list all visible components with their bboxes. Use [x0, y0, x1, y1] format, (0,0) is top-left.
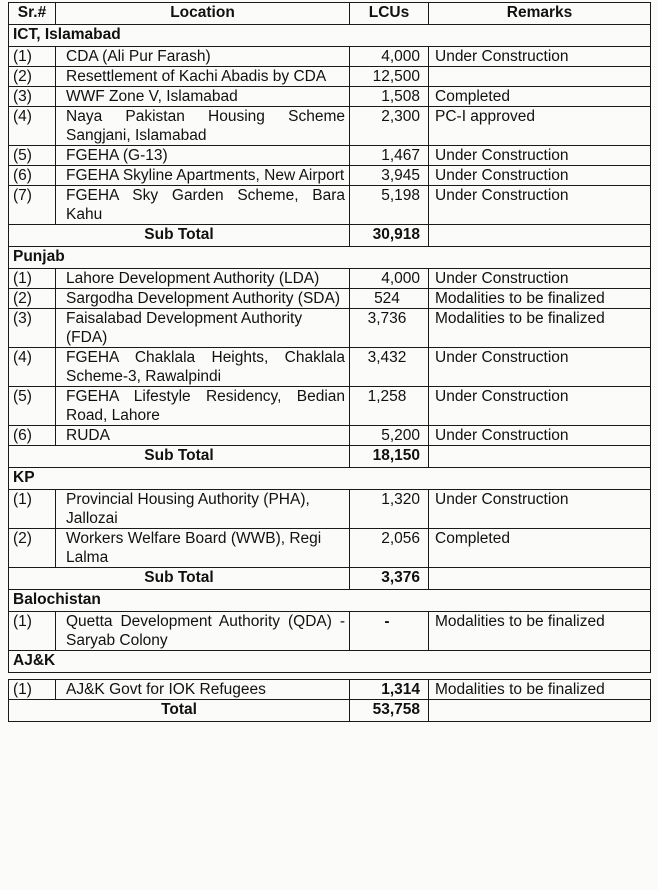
sr-cell: (2): [9, 289, 56, 309]
lcus-cell: 2,300: [350, 107, 429, 146]
table-row: [9, 186, 651, 225]
sr-cell: (6): [9, 166, 56, 186]
location-cell: AJ&K Govt for IOK Refugees: [56, 680, 350, 700]
table-row: [9, 289, 651, 309]
table-row: [9, 426, 651, 446]
spacer-cell: [9, 673, 651, 680]
table-row: [9, 269, 651, 289]
lcus-cell: 3,945: [350, 166, 429, 186]
remarks-cell: Under Construction: [429, 146, 651, 166]
empty-cell: [429, 568, 651, 590]
location-cell: FGEHA Sky Garden Scheme, Bara Kahu: [56, 186, 350, 225]
sr-cell: (4): [9, 107, 56, 146]
remarks-cell: Under Construction: [429, 166, 651, 186]
location-cell: Provincial Housing Authority (PHA), Jallozai: [56, 490, 350, 529]
table-row: [9, 612, 651, 651]
subtotal-label: Sub Total: [9, 225, 350, 247]
table-row: [9, 529, 651, 568]
table-row: [9, 87, 651, 107]
lcus-cell: 1,508: [350, 87, 429, 107]
remarks-cell: Modalities to be finalized: [429, 680, 651, 700]
table-header-row: [9, 3, 651, 25]
table-row: [9, 680, 651, 700]
lcus-cell: 5,200: [350, 426, 429, 446]
subtotal-label: Sub Total: [9, 446, 350, 468]
empty-cell: [429, 225, 651, 247]
header-remarks: Remarks: [429, 3, 651, 25]
lcus-cell: 3,736: [350, 309, 429, 348]
remarks-cell: Under Construction: [429, 387, 651, 426]
table-row: [9, 166, 651, 186]
table-row: [9, 309, 651, 348]
sr-cell: (5): [9, 146, 56, 166]
remarks-cell: Modalities to be finalized: [429, 612, 651, 651]
table-row: [9, 490, 651, 529]
lcus-cell: 1,258: [350, 387, 429, 426]
lcus-cell: 1,467: [350, 146, 429, 166]
section-title: AJ&K: [9, 651, 651, 673]
remarks-cell: Under Construction: [429, 47, 651, 67]
location-cell: FGEHA Skyline Apartments, New Airport: [56, 166, 350, 186]
subtotal-label: Sub Total: [9, 568, 350, 590]
sr-cell: (1): [9, 680, 56, 700]
empty-cell: [429, 700, 651, 722]
sr-cell: (4): [9, 348, 56, 387]
sr-cell: (1): [9, 612, 56, 651]
lcus-cell: 4,000: [350, 269, 429, 289]
empty-cell: [429, 446, 651, 468]
location-cell: FGEHA Chaklala Heights, Chaklala Scheme-3, Rawalpindi: [56, 348, 350, 387]
subtotal-value: 30,918: [350, 225, 429, 247]
location-cell: CDA (Ali Pur Farash): [56, 47, 350, 67]
remarks-cell: Under Construction: [429, 490, 651, 529]
subtotal-row: [9, 568, 651, 590]
table-row: [9, 107, 651, 146]
lcus-cell: 524: [350, 289, 429, 309]
section-row-punjab: [9, 247, 651, 269]
table-row: [9, 348, 651, 387]
location-cell: Quetta Development Authority (QDA) - Saryab Colony: [56, 612, 350, 651]
section-title: Balochistan: [9, 590, 651, 612]
sr-cell: (2): [9, 529, 56, 568]
lcus-cell: 1,320: [350, 490, 429, 529]
table-row: [9, 146, 651, 166]
header-location: Location: [56, 3, 350, 25]
subtotal-value: 3,376: [350, 568, 429, 590]
header-lcus: LCUs: [350, 3, 429, 25]
subtotal-row: [9, 446, 651, 468]
remarks-cell: Modalities to be finalized: [429, 309, 651, 348]
section-title: Punjab: [9, 247, 651, 269]
remarks-cell: Under Construction: [429, 348, 651, 387]
lcus-cell: 1,314: [350, 680, 429, 700]
sr-cell: (3): [9, 87, 56, 107]
subtotal-row: [9, 225, 651, 247]
remarks-cell: PC-I approved: [429, 107, 651, 146]
spacer-row: [9, 673, 651, 680]
location-cell: FGEHA (G-13): [56, 146, 350, 166]
table-row: [9, 67, 651, 87]
sr-cell: (1): [9, 47, 56, 67]
section-title: KP: [9, 468, 651, 490]
sr-cell: (2): [9, 67, 56, 87]
lcus-cell: 2,056: [350, 529, 429, 568]
location-cell: WWF Zone V, Islamabad: [56, 87, 350, 107]
sr-cell: (1): [9, 269, 56, 289]
table-body: [9, 25, 651, 722]
lcus-cell: 5,198: [350, 186, 429, 225]
section-row-ajk: [9, 651, 651, 673]
subtotal-value: 18,150: [350, 446, 429, 468]
remarks-cell: Under Construction: [429, 186, 651, 225]
table-row: [9, 387, 651, 426]
lcus-cell: -: [350, 612, 429, 651]
remarks-cell: Modalities to be finalized: [429, 289, 651, 309]
remarks-cell: Completed: [429, 87, 651, 107]
location-cell: Resettlement of Kachi Abadis by CDA: [56, 67, 350, 87]
sr-cell: (6): [9, 426, 56, 446]
remarks-cell: Under Construction: [429, 426, 651, 446]
remarks-cell: Under Construction: [429, 269, 651, 289]
total-value: 53,758: [350, 700, 429, 722]
location-cell: Faisalabad Development Authority (FDA): [56, 309, 350, 348]
location-cell: Naya Pakistan Housing Scheme Sangjani, Islamabad: [56, 107, 350, 146]
lcus-cell: 12,500: [350, 67, 429, 87]
total-label: Total: [9, 700, 350, 722]
sr-cell: (5): [9, 387, 56, 426]
location-cell: RUDA: [56, 426, 350, 446]
header-sr: Sr.#: [9, 3, 56, 25]
section-row-kp: [9, 468, 651, 490]
lcus-cell: 3,432: [350, 348, 429, 387]
section-title: ICT, Islamabad: [9, 25, 651, 47]
sr-cell: (7): [9, 186, 56, 225]
location-cell: Lahore Development Authority (LDA): [56, 269, 350, 289]
lcus-cell: 4,000: [350, 47, 429, 67]
total-row: [9, 700, 651, 722]
remarks-cell: Completed: [429, 529, 651, 568]
location-cell: Workers Welfare Board (WWB), Regi Lalma: [56, 529, 350, 568]
housing-lcu-table: [8, 2, 651, 722]
section-row-ict: [9, 25, 651, 47]
remarks-cell: [429, 67, 651, 87]
sr-cell: (1): [9, 490, 56, 529]
table-row: [9, 47, 651, 67]
location-cell: Sargodha Development Authority (SDA): [56, 289, 350, 309]
location-cell: FGEHA Lifestyle Residency, Bedian Road, Lahore: [56, 387, 350, 426]
section-row-balochistan: [9, 590, 651, 612]
sr-cell: (3): [9, 309, 56, 348]
